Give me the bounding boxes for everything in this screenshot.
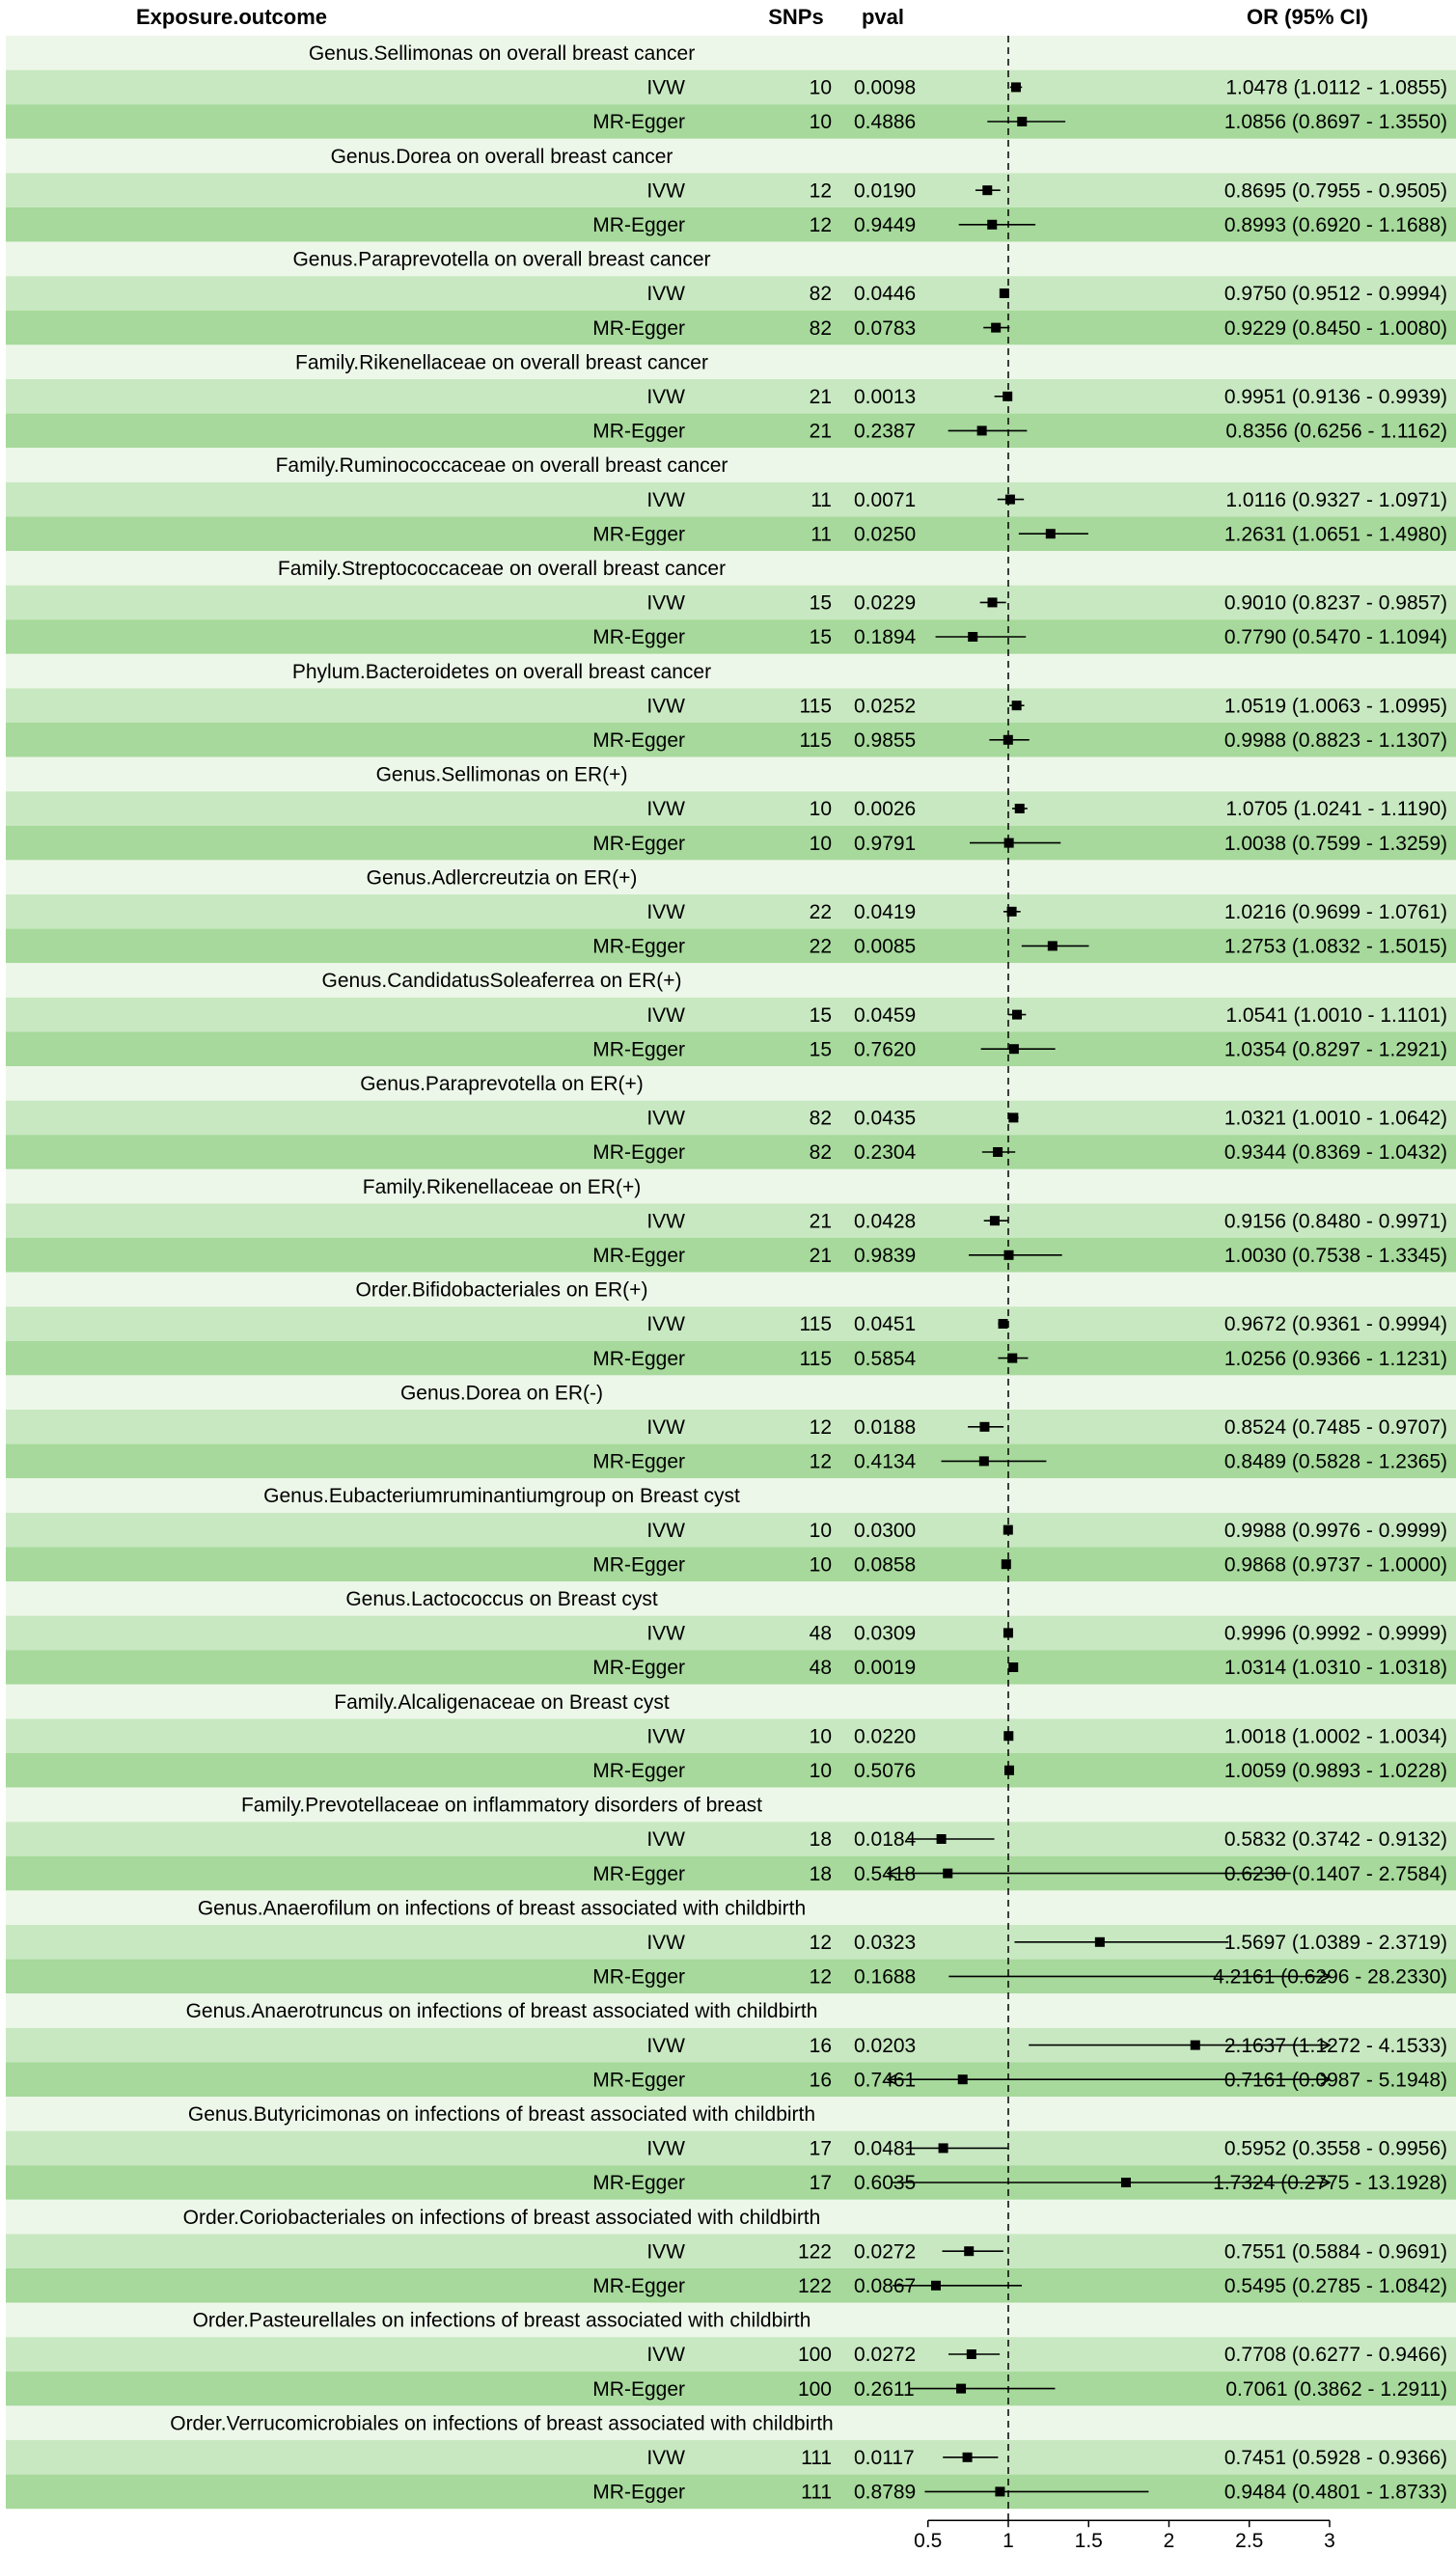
snps-value: 10	[809, 76, 832, 99]
or-point	[1121, 2178, 1131, 2187]
snps-value: 10	[809, 798, 832, 821]
method-label: IVW	[646, 1622, 685, 1645]
group-title: Genus.Butyricimonas on infections of breast associated with childbirth	[187, 2103, 816, 2126]
pval-value: 0.0188	[854, 1416, 917, 1439]
snps-value: 122	[797, 2275, 832, 2297]
or-ci-value: 0.9750 (0.9512 - 0.9994)	[1223, 283, 1447, 306]
group-row-bg	[6, 1066, 1456, 1101]
snps-value: 17	[809, 2137, 832, 2160]
pval-value: 0.0419	[854, 901, 917, 923]
snps-value: 115	[799, 695, 832, 718]
method-label: MR-Egger	[592, 1965, 685, 1989]
or-point	[943, 1869, 952, 1879]
or-point	[1012, 700, 1022, 710]
or-ci-value: 1.0256 (0.9366 - 1.1231)	[1223, 1347, 1447, 1370]
method-label: IVW	[646, 798, 685, 821]
or-ci-value: 1.5697 (1.0389 - 2.3719)	[1223, 1932, 1447, 1954]
group-row-bg	[6, 1375, 1456, 1410]
group-row-bg	[6, 654, 1456, 689]
snps-value: 48	[809, 1622, 832, 1645]
or-ci-value: 0.9344 (0.8369 - 1.0432)	[1223, 1141, 1447, 1165]
pval-value: 0.0190	[854, 179, 917, 203]
or-point	[979, 1422, 989, 1432]
group-title: Order.Coriobacteriales on infections of breast associated with childbirth	[182, 2206, 821, 2229]
snps-value: 16	[809, 2034, 832, 2057]
or-ci-value: 0.7161 (0.0987 - 5.1948)	[1223, 2069, 1447, 2092]
snps-value: 82	[809, 1141, 832, 1165]
method-label: MR-Egger	[592, 523, 685, 546]
snps-value: 11	[810, 488, 832, 511]
snps-value: 111	[801, 2447, 832, 2469]
or-ci-value: 0.9010 (0.8237 - 0.9857)	[1223, 591, 1447, 615]
or-ci-value: 1.0314 (1.0310 - 1.0318)	[1223, 1657, 1447, 1680]
or-ci-value: 0.9988 (0.8823 - 1.1307)	[1223, 729, 1447, 752]
or-ci-value: 1.0856 (0.8697 - 1.3550)	[1223, 111, 1447, 134]
pval-value: 0.0428	[854, 1210, 917, 1233]
method-label: MR-Egger	[592, 729, 685, 752]
pval-value: 0.0435	[854, 1107, 917, 1130]
method-label: IVW	[646, 1828, 685, 1852]
snps-value: 82	[809, 1107, 832, 1130]
or-ci-value: 1.0216 (0.9699 - 1.0761)	[1223, 901, 1447, 923]
method-label: IVW	[646, 488, 685, 511]
pval-value: 0.9855	[854, 729, 917, 752]
method-label: MR-Egger	[592, 111, 685, 134]
group-title: Genus.Anaerofilum on infections of breast associated with childbirth	[197, 1897, 807, 1920]
snps-value: 82	[809, 283, 832, 306]
or-ci-value: 1.2631 (1.0651 - 1.4980)	[1223, 523, 1447, 546]
snps-value: 10	[809, 1725, 832, 1748]
method-label: IVW	[646, 2034, 685, 2057]
pval-value: 0.6035	[854, 2172, 917, 2195]
or-ci-value: 4.2161 (0.6296 - 28.2330)	[1213, 1965, 1447, 1989]
pval-value: 0.0203	[854, 2034, 917, 2057]
or-ci-value: 1.0519 (1.0063 - 1.0995)	[1223, 695, 1447, 718]
method-label: MR-Egger	[592, 1245, 685, 1267]
x-tick-label: 0.5	[914, 2530, 943, 2553]
pval-value: 0.9839	[854, 1245, 917, 1267]
or-point	[990, 1216, 1000, 1225]
pval-value: 0.0459	[854, 1003, 917, 1027]
x-tick-label: 1.5	[1074, 2530, 1103, 2553]
or-point	[1046, 529, 1056, 538]
snps-value: 100	[797, 2344, 832, 2367]
snps-value: 115	[799, 1313, 832, 1336]
group-row-bg	[6, 36, 1456, 70]
or-ci-value: 1.0321 (1.0010 - 1.0642)	[1223, 1107, 1447, 1130]
pval-value: 0.0085	[854, 935, 917, 958]
snps-value: 18	[809, 1862, 832, 1885]
pval-value: 0.0184	[854, 1828, 917, 1852]
method-label: IVW	[646, 591, 685, 615]
or-ci-value: 0.9156 (0.8480 - 0.9971)	[1223, 1210, 1447, 1233]
group-title: Genus.Paraprevotella on ER(+)	[360, 1073, 644, 1095]
pval-value: 0.5418	[854, 1862, 917, 1885]
method-label: IVW	[646, 386, 685, 408]
or-ci-value: 0.5952 (0.3558 - 0.9956)	[1223, 2137, 1447, 2160]
pval-value: 0.0252	[854, 695, 917, 718]
snps-value: 115	[799, 1347, 832, 1370]
method-label: MR-Egger	[592, 1141, 685, 1165]
method-label: MR-Egger	[592, 2172, 685, 2195]
or-ci-value: 0.5495 (0.2785 - 1.0842)	[1223, 2275, 1447, 2297]
group-title: Order.Verrucomicrobiales on infections of breast associated with childbirth	[170, 2412, 834, 2435]
snps-value: 12	[809, 214, 832, 236]
snps-value: 21	[809, 386, 832, 408]
group-row-bg	[6, 757, 1456, 792]
snps-value: 15	[809, 591, 832, 615]
pval-value: 0.1894	[854, 626, 917, 649]
pval-value: 0.8789	[854, 2481, 917, 2504]
pval-value: 0.0783	[854, 316, 917, 340]
group-row-bg	[6, 448, 1456, 482]
pval-value: 0.5854	[854, 1347, 917, 1370]
or-point	[1017, 117, 1027, 126]
snps-value: 17	[809, 2172, 832, 2195]
snps-value: 12	[809, 1416, 832, 1439]
snps-value: 10	[809, 832, 832, 855]
or-ci-value: 0.8356 (0.6256 - 1.1162)	[1225, 420, 1447, 443]
or-point	[1003, 392, 1012, 401]
or-ci-value: 0.8489 (0.5828 - 1.2365)	[1223, 1450, 1447, 1473]
or-ci-value: 1.0541 (1.0010 - 1.1101)	[1225, 1003, 1447, 1027]
group-title: Genus.Dorea on overall breast cancer	[330, 145, 673, 168]
pval-value: 0.0117	[854, 2447, 915, 2469]
snps-value: 10	[809, 111, 832, 134]
method-label: IVW	[646, 2137, 685, 2160]
pval-value: 0.0220	[854, 1725, 917, 1748]
or-point	[1008, 1112, 1018, 1122]
snps-value: 12	[809, 1450, 832, 1473]
or-point	[931, 2281, 941, 2291]
pval-value: 0.0272	[854, 2240, 917, 2264]
method-label: MR-Egger	[592, 1347, 685, 1370]
method-label: IVW	[646, 2240, 685, 2264]
snps-value: 15	[809, 1003, 832, 1027]
group-title: Family.Streptococcaceae on overall breast cancer	[277, 558, 727, 580]
or-point	[977, 426, 987, 435]
snps-value: 10	[809, 1760, 832, 1782]
method-label: IVW	[646, 901, 685, 923]
pval-value: 0.0300	[854, 1519, 917, 1542]
or-ci-value: 1.0030 (0.7538 - 1.3345)	[1223, 1245, 1447, 1267]
pval-value: 0.7461	[854, 2069, 917, 2092]
group-row-bg	[6, 1273, 1456, 1307]
pval-value: 0.9791	[854, 832, 917, 855]
group-row-bg	[6, 1169, 1456, 1204]
x-tick-label: 1	[1003, 2530, 1014, 2553]
pval-value: 0.9449	[854, 214, 917, 236]
group-row-bg	[6, 963, 1456, 998]
or-ci-value: 1.0478 (1.0112 - 1.0855)	[1225, 76, 1447, 99]
method-label: MR-Egger	[592, 832, 685, 855]
pval-value: 0.0229	[854, 591, 917, 615]
pval-value: 0.0323	[854, 1932, 917, 1954]
or-point	[995, 2486, 1004, 2496]
snps-value: 48	[809, 1657, 832, 1680]
snps-value: 22	[809, 901, 832, 923]
or-ci-value: 0.9951 (0.9136 - 0.9939)	[1223, 386, 1447, 408]
method-label: MR-Egger	[592, 2481, 685, 2504]
pval-value: 0.2387	[854, 420, 917, 443]
pval-value: 0.7620	[854, 1038, 917, 1061]
group-title: Genus.Eubacteriumruminantiumgroup on Breast cyst	[263, 1485, 740, 1508]
snps-value: 111	[801, 2481, 832, 2504]
or-ci-value: 0.8993 (0.6920 - 1.1688)	[1223, 214, 1447, 236]
group-title: Genus.Adlercreutzia on ER(+)	[366, 866, 638, 890]
or-point	[1011, 82, 1021, 92]
pval-value: 0.4886	[854, 111, 917, 134]
or-ci-value: 0.9868 (0.9737 - 1.0000)	[1223, 1553, 1447, 1577]
or-ci-value: 1.0059 (0.9893 - 1.0228)	[1223, 1760, 1447, 1782]
pval-value: 0.0026	[854, 798, 917, 821]
method-label: MR-Egger	[592, 1038, 685, 1061]
or-ci-value: 0.9672 (0.9361 - 0.9994)	[1223, 1313, 1447, 1336]
or-point	[937, 1834, 947, 1844]
or-ci-value: 1.0018 (1.0002 - 1.0034)	[1223, 1725, 1447, 1748]
x-tick-label: 2.5	[1235, 2530, 1264, 2553]
group-title: Genus.Dorea on ER(-)	[399, 1382, 604, 1405]
method-label: MR-Egger	[592, 316, 685, 340]
method-label: MR-Egger	[592, 2275, 685, 2297]
or-ci-value: 0.7708 (0.6277 - 0.9466)	[1223, 2344, 1447, 2367]
pval-value: 0.2611	[854, 2377, 915, 2401]
or-point	[956, 2384, 966, 2394]
group-row-bg	[6, 551, 1456, 586]
pval-value: 0.0071	[854, 488, 917, 511]
x-axis	[914, 2520, 1335, 2552]
or-ci-value: 0.9229 (0.8450 - 1.0080)	[1223, 316, 1447, 340]
or-ci-value: 0.5832 (0.3742 - 0.9132)	[1223, 1828, 1447, 1852]
column-headers	[136, 5, 1368, 29]
or-ci-value: 1.2753 (1.0832 - 1.5015)	[1223, 935, 1447, 958]
snps-value: 82	[809, 316, 832, 340]
pval-value: 0.4134	[854, 1450, 917, 1473]
method-label: IVW	[646, 76, 685, 99]
pval-value: 0.0019	[854, 1657, 917, 1680]
snps-value: 16	[809, 2069, 832, 2092]
or-point	[1008, 1662, 1018, 1672]
method-label: IVW	[646, 1519, 685, 1542]
or-point	[1005, 495, 1015, 505]
snps-value: 115	[799, 729, 832, 752]
group-row-bg	[6, 242, 1456, 277]
pval-value: 0.0013	[854, 386, 917, 408]
or-ci-value: 0.9996 (0.9992 - 0.9999)	[1223, 1622, 1447, 1645]
or-point	[993, 1147, 1003, 1157]
or-point	[1015, 804, 1025, 813]
or-ci-value: 0.7061 (0.3862 - 1.2911)	[1225, 2377, 1447, 2401]
or-point	[1012, 1010, 1022, 1020]
method-label: IVW	[646, 1416, 685, 1439]
pval-value: 0.0446	[854, 283, 917, 306]
method-label: IVW	[646, 1003, 685, 1027]
group-title: Family.Rikenellaceae on ER(+)	[362, 1175, 642, 1198]
pval-value: 0.0858	[854, 1553, 917, 1577]
snps-value: 10	[809, 1519, 832, 1542]
or-point	[988, 597, 998, 607]
group-title: Genus.CandidatusSoleaferrea on ER(+)	[321, 970, 682, 993]
or-ci-value: 1.0038 (0.7599 - 1.3259)	[1223, 832, 1447, 855]
group-row-bg	[6, 1685, 1456, 1719]
method-label: MR-Egger	[592, 214, 685, 236]
method-label: IVW	[646, 1210, 685, 1233]
or-point	[967, 2349, 976, 2359]
or-ci-value: 0.9988 (0.9976 - 0.9999)	[1223, 1519, 1447, 1542]
method-label: IVW	[646, 1932, 685, 1954]
or-point	[982, 185, 992, 195]
method-label: IVW	[646, 695, 685, 718]
method-label: MR-Egger	[592, 1657, 685, 1680]
pval-value: 0.0098	[854, 76, 917, 99]
pval-value: 0.0309	[854, 1622, 917, 1645]
group-title: Family.Alcaligenaceae on Breast cyst	[334, 1690, 670, 1714]
or-ci-value: 0.8524 (0.7485 - 0.9707)	[1223, 1416, 1447, 1439]
or-point	[1048, 941, 1058, 950]
or-point	[1007, 1354, 1017, 1363]
or-ci-value: 0.6230 (0.1407 - 2.7584)	[1223, 1862, 1447, 1885]
or-ci-value: 0.8695 (0.7955 - 0.9505)	[1223, 179, 1447, 203]
or-point	[1191, 2041, 1200, 2050]
group-title: Order.Pasteurellales on infections of breast associated with childbirth	[192, 2309, 811, 2332]
method-label: IVW	[646, 1725, 685, 1748]
pval-value: 0.0250	[854, 523, 917, 546]
group-row-bg	[6, 860, 1456, 894]
method-label: IVW	[646, 1107, 685, 1130]
group-title: Genus.Paraprevotella on overall breast cancer	[292, 248, 711, 271]
or-ci-value: 1.7324 (0.2775 - 13.1928)	[1213, 2172, 1447, 2195]
method-label: MR-Egger	[592, 626, 685, 649]
group-title: Genus.Sellimonas on ER(+)	[375, 763, 628, 786]
header-pval: pval	[861, 5, 905, 29]
or-ci-value: 0.7451 (0.5928 - 0.9366)	[1223, 2447, 1447, 2469]
or-point	[1095, 1937, 1105, 1947]
or-point	[979, 1456, 989, 1466]
method-label: MR-Egger	[592, 1553, 685, 1577]
or-ci-value: 1.0354 (0.8297 - 1.2921)	[1223, 1038, 1447, 1061]
method-label: MR-Egger	[592, 935, 685, 958]
group-title: Genus.Sellimonas on overall breast cancer	[308, 42, 696, 65]
snps-value: 12	[809, 1965, 832, 1989]
snps-value: 122	[797, 2240, 832, 2264]
or-ci-value: 0.7790 (0.5470 - 1.1094)	[1223, 626, 1447, 649]
header-snps: SNPs	[768, 5, 824, 29]
or-point	[963, 2453, 973, 2462]
method-label: IVW	[646, 1313, 685, 1336]
snps-value: 100	[797, 2377, 832, 2401]
or-point	[1002, 1559, 1011, 1569]
snps-value: 21	[809, 420, 832, 443]
or-ci-value: 1.0705 (1.0241 - 1.1190)	[1225, 798, 1447, 821]
snps-value: 15	[809, 626, 832, 649]
x-tick-label: 3	[1324, 2530, 1335, 2553]
pval-value: 0.0451	[854, 1313, 917, 1336]
or-point	[991, 323, 1001, 333]
snps-value: 15	[809, 1038, 832, 1061]
or-point	[939, 2143, 948, 2153]
method-label: MR-Egger	[592, 1760, 685, 1782]
method-label: IVW	[646, 283, 685, 306]
snps-value: 10	[809, 1553, 832, 1577]
method-label: MR-Egger	[592, 2377, 685, 2401]
group-title: Family.Ruminococcaceae on overall breast cancer	[275, 454, 728, 478]
pval-value: 0.5076	[854, 1760, 917, 1782]
or-point	[1004, 1766, 1014, 1775]
pval-value: 0.0481	[854, 2137, 917, 2160]
group-title: Phylum.Bacteroidetes on overall breast cancer	[291, 660, 712, 683]
snps-value: 12	[809, 1932, 832, 1954]
method-label: MR-Egger	[592, 1862, 685, 1885]
group-row-bg	[6, 1581, 1456, 1616]
snps-value: 22	[809, 935, 832, 958]
x-tick-label: 2	[1163, 2530, 1175, 2553]
method-label: MR-Egger	[592, 420, 685, 443]
or-point	[987, 220, 997, 230]
or-point	[1009, 1044, 1019, 1054]
or-point	[968, 632, 977, 642]
pval-value: 0.0867	[854, 2275, 917, 2297]
or-point	[958, 2074, 968, 2084]
snps-value: 12	[809, 179, 832, 203]
method-label: IVW	[646, 2447, 685, 2469]
or-ci-value: 2.1637 (1.1272 - 4.1533)	[1223, 2034, 1447, 2057]
snps-value: 11	[810, 523, 832, 546]
pval-value: 0.0272	[854, 2344, 917, 2367]
method-label: MR-Egger	[592, 1450, 685, 1473]
snps-value: 21	[809, 1210, 832, 1233]
method-label: MR-Egger	[592, 2069, 685, 2092]
or-point	[999, 1319, 1008, 1329]
group-title: Family.Rikenellaceae on overall breast cancer	[295, 351, 708, 374]
snps-value: 21	[809, 1245, 832, 1267]
snps-value: 18	[809, 1828, 832, 1852]
group-title: Genus.Anaerotruncus on infections of breast associated with childbirth	[185, 2000, 818, 2023]
group-row-bg	[6, 139, 1456, 174]
or-ci-value: 1.0116 (0.9327 - 1.0971)	[1225, 488, 1447, 511]
method-label: IVW	[646, 179, 685, 203]
group-title: Order.Bifidobacteriales on ER(+)	[355, 1278, 648, 1302]
group-row-bg	[6, 344, 1456, 379]
or-ci-value: 0.9484 (0.4801 - 1.8733)	[1223, 2481, 1447, 2504]
pval-value: 0.1688	[854, 1965, 917, 1989]
or-ci-value: 0.7551 (0.5884 - 0.9691)	[1223, 2240, 1447, 2264]
group-title: Family.Prevotellaceae on inflammatory disorders of breast	[240, 1794, 763, 1817]
or-point	[964, 2246, 974, 2256]
header-or: OR (95% CI)	[1247, 5, 1368, 29]
pval-value: 0.2304	[854, 1141, 917, 1165]
group-title: Genus.Lactococcus on Breast cyst	[345, 1588, 658, 1610]
method-label: IVW	[646, 2344, 685, 2367]
header-exposure: Exposure.outcome	[135, 5, 328, 29]
